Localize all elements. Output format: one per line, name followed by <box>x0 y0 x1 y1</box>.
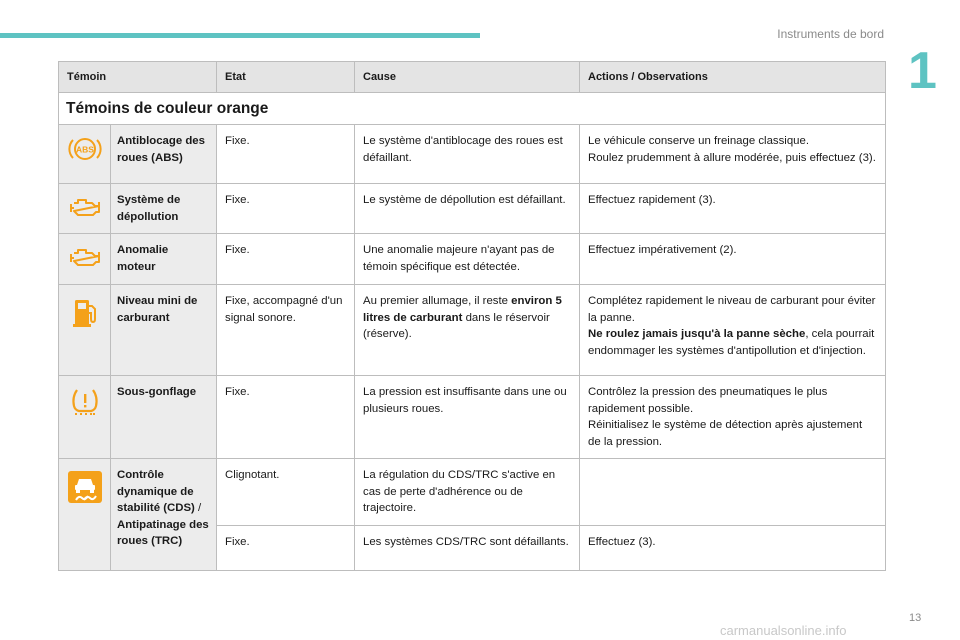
warning-state: Fixe, accompagné d'un signal sonore. <box>217 285 355 376</box>
warning-name: Niveau mini de carburant <box>111 285 217 376</box>
table-row <box>59 234 886 285</box>
warning-action: Effectuez impérativement (2). <box>580 234 886 285</box>
warning-action: Effectuez rapidement (3). <box>580 184 886 234</box>
table-row <box>59 459 886 526</box>
warning-state: Fixe. <box>217 376 355 459</box>
action-line: Contrôlez la pression des pneumatiques le plus rapidement possible. <box>588 386 828 415</box>
warning-cause <box>355 285 580 376</box>
tire-pressure-icon <box>69 387 101 417</box>
top-accent-bar <box>0 33 480 38</box>
warning-name: Système de dépollution <box>111 184 217 234</box>
table-row <box>59 184 886 234</box>
engine-icon <box>68 195 102 219</box>
column-header-cause: Cause <box>355 62 580 93</box>
chapter-number: 1 <box>908 42 937 100</box>
icon-cell <box>59 459 111 571</box>
watermark: carmanualsonline.info <box>720 623 847 638</box>
icon-cell <box>59 184 111 234</box>
group-row <box>59 92 886 125</box>
group-title: Témoins de couleur orange <box>59 92 886 125</box>
svg-text:ABS: ABS <box>75 144 94 155</box>
page-number: 13 <box>909 612 922 624</box>
warning-action: Effectuez (3). <box>580 525 886 570</box>
warning-name: Anomalie moteur <box>111 234 217 285</box>
column-header-etat: Etat <box>217 62 355 93</box>
warning-state: Fixe. <box>217 525 355 570</box>
cause-text: dans le réservoir (réserve). <box>363 311 550 340</box>
icon-cell <box>59 285 111 376</box>
fuel-pump-icon <box>70 296 100 328</box>
table-row <box>59 376 886 459</box>
warning-action <box>580 125 886 184</box>
warning-name-part: Contrôle dynamique de stabilité (CDS) <box>117 469 195 514</box>
column-header-temoin: Témoin <box>59 62 217 93</box>
action-line: Réinitialisez le système de détection après ajustement de la pression. <box>588 419 863 448</box>
icon-cell <box>59 125 111 184</box>
skid-car-icon <box>67 470 103 504</box>
engine-icon <box>68 245 102 269</box>
action-text: , cela pourrait endommager les systèmes d'antipollution et d'injection. <box>588 328 875 357</box>
warning-name: Antiblocage des roues (ABS) <box>111 125 217 184</box>
warning-name-separator: / <box>194 502 202 514</box>
action-line: Complétez rapidement le niveau de carburant pour éviter la panne. <box>588 295 876 324</box>
action-line: Roulez prudemment à allure modérée, puis effectuez (3). <box>588 151 876 164</box>
warning-lights-table <box>58 61 886 571</box>
warning-state: Fixe. <box>217 184 355 234</box>
abs-icon <box>68 136 102 162</box>
action-line: Le véhicule conserve un freinage classique. <box>588 135 809 147</box>
warning-cause: Le système de dépollution est défaillant. <box>355 184 580 234</box>
warning-cause: Une anomalie majeure n'ayant pas de témoin spécifique est détectée. <box>355 234 580 285</box>
warning-cause: Les systèmes CDS/TRC sont défaillants. <box>355 525 580 570</box>
cause-emphasis: environ 5 litres de carburant <box>363 295 562 324</box>
warning-cause: La régulation du CDS/TRC s'active en cas de perte d'adhérence ou de trajectoire. <box>355 459 580 526</box>
action-line <box>588 326 877 359</box>
icon-cell <box>59 234 111 285</box>
warning-action <box>580 285 886 376</box>
warning-name: Sous-gonflage <box>111 376 217 459</box>
table-row <box>59 125 886 184</box>
section-title: Instruments de bord <box>777 27 884 41</box>
warning-state: Fixe. <box>217 234 355 285</box>
action-emphasis: Ne roulez jamais jusqu'à la panne sèche <box>588 328 806 340</box>
warning-action <box>580 459 886 526</box>
warning-cause: Le système d'antiblocage des roues est défaillant. <box>355 125 580 184</box>
warning-action <box>580 376 886 459</box>
table-header-row <box>59 62 886 93</box>
column-header-actions: Actions / Observations <box>580 62 886 93</box>
warning-name <box>111 459 217 571</box>
warning-state: Clignotant. <box>217 459 355 526</box>
icon-cell <box>59 376 111 459</box>
warning-name-part: Antipatinage des roues (TRC) <box>117 518 209 547</box>
table-row <box>59 285 886 376</box>
cause-text: Au premier allumage, il reste <box>363 295 508 307</box>
warning-cause: La pression est insuffisante dans une ou plusieurs roues. <box>355 376 580 459</box>
warning-state: Fixe. <box>217 125 355 184</box>
